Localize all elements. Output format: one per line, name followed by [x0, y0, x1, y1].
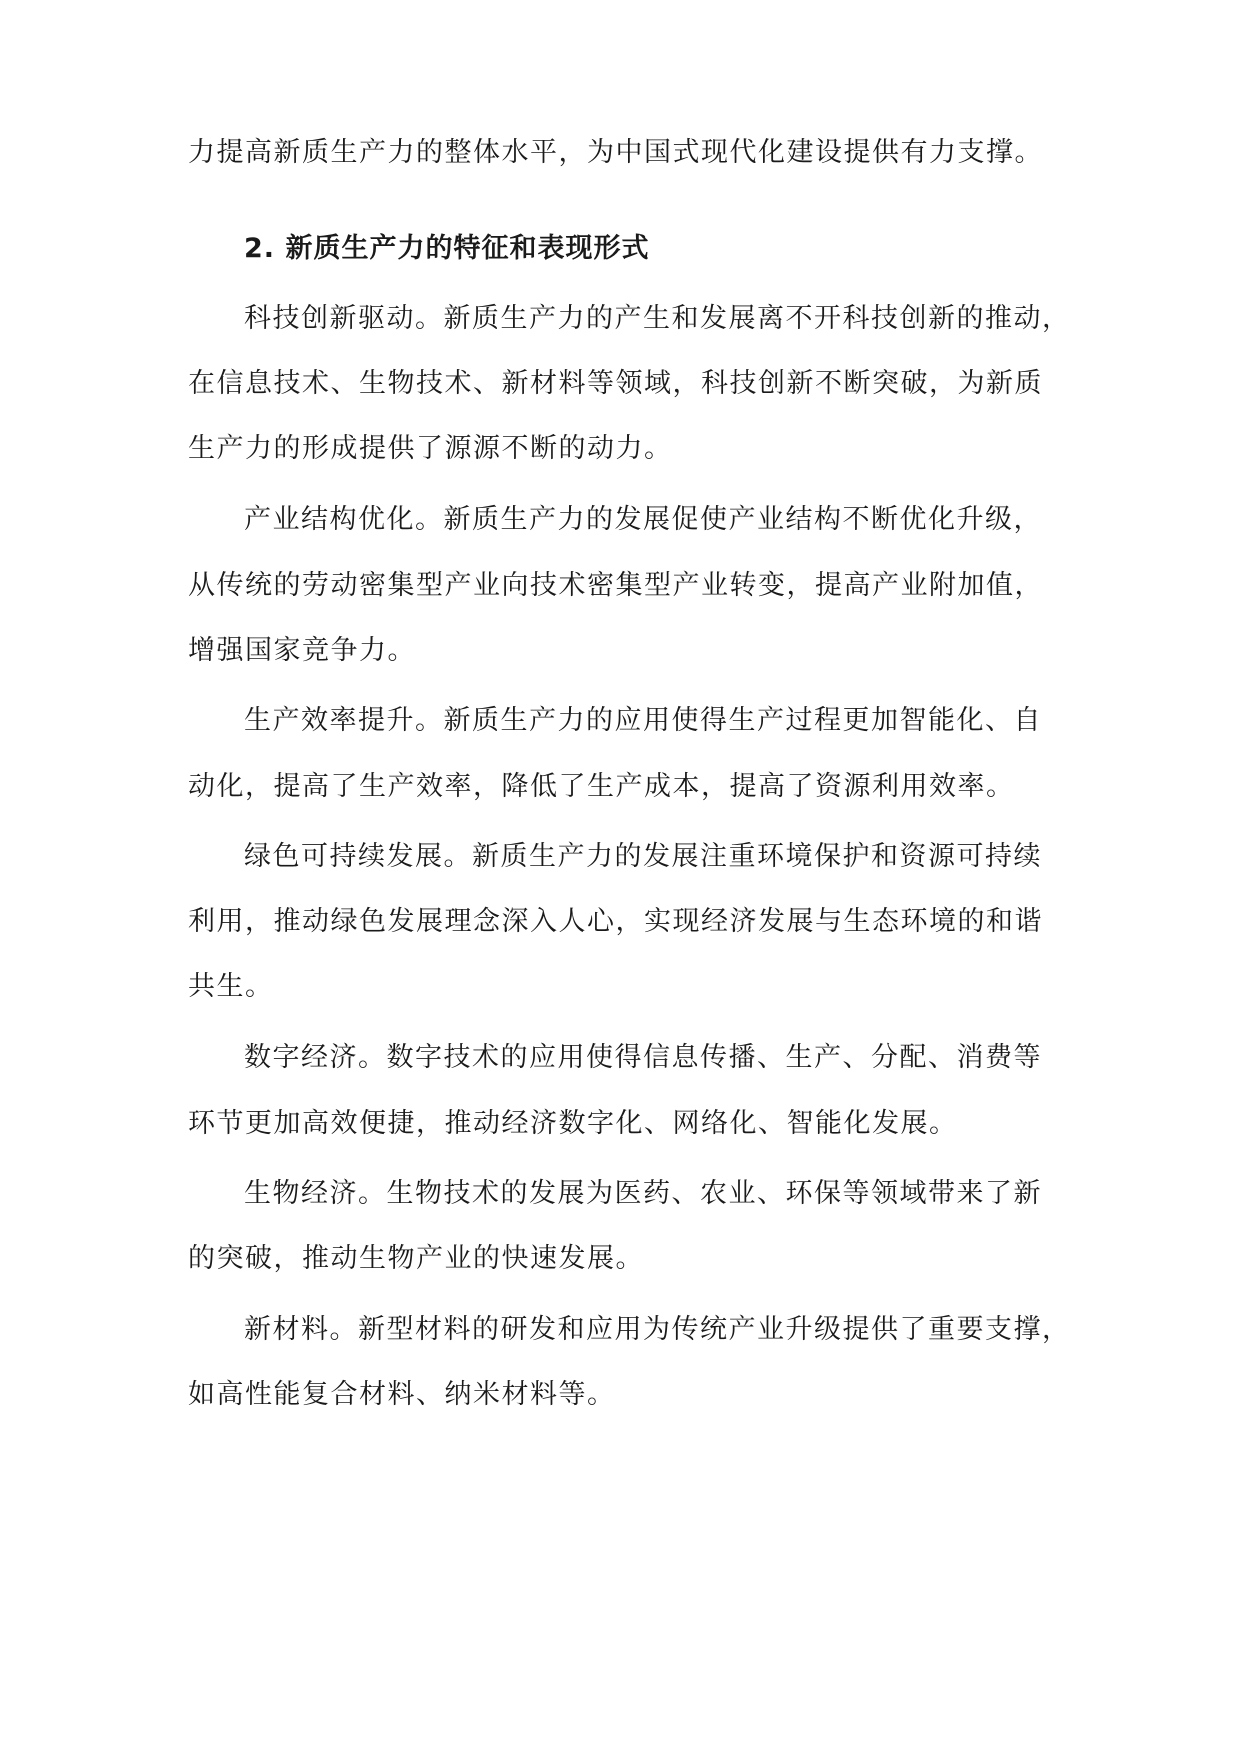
paragraph-line: 在信息技术、生物技术、新材料等领域，科技创新不断突破，为新质 — [188, 368, 1043, 399]
paragraph-line: 绿色可持续发展。新质生产力的发展注重环境保护和资源可持续 — [244, 841, 1042, 872]
paragraph-line: 生物经济。生物技术的发展为医药、农业、环保等领域带来了新 — [244, 1178, 1042, 1209]
paragraph-line: 生产力的形成提供了源源不断的动力。 — [188, 433, 673, 464]
paragraph-line: 共生。 — [188, 971, 274, 1002]
paragraph-line: 数字经济。数字技术的应用使得信息传播、生产、分配、消费等 — [244, 1042, 1042, 1073]
paragraph-line: 科技创新驱动。新质生产力的产生和发展离不开科技创新的推动， — [244, 303, 1071, 334]
paragraph-line: 生产效率提升。新质生产力的应用使得生产过程更加智能化、自 — [244, 705, 1042, 736]
paragraph-line: 如高性能复合材料、纳米材料等。 — [188, 1379, 616, 1410]
paragraph-line: 环节更加高效便捷，推动经济数字化、网络化、智能化发展。 — [188, 1108, 958, 1139]
paragraph-line: 新材料。新型材料的研发和应用为传统产业升级提供了重要支撑， — [244, 1314, 1071, 1345]
section-heading: 2. 新质生产力的特征和表现形式 — [244, 233, 650, 264]
paragraph-line: 利用，推动绿色发展理念深入人心，实现经济发展与生态环境的和谐 — [188, 906, 1043, 937]
paragraph-line: 产业结构优化。新质生产力的发展促使产业结构不断优化升级， — [244, 504, 1042, 535]
paragraph-line: 的突破，推动生物产业的快速发展。 — [188, 1243, 644, 1274]
paragraph-line: 从传统的劳动密集型产业向技术密集型产业转变，提高产业附加值， — [188, 570, 1043, 601]
intro-line: 力提高新质生产力的整体水平，为中国式现代化建设提供有力支撑。 — [188, 137, 1043, 168]
paragraph-line: 增强国家竞争力。 — [188, 635, 416, 666]
paragraph-line: 动化，提高了生产效率，降低了生产成本，提高了资源利用效率。 — [188, 771, 1015, 802]
